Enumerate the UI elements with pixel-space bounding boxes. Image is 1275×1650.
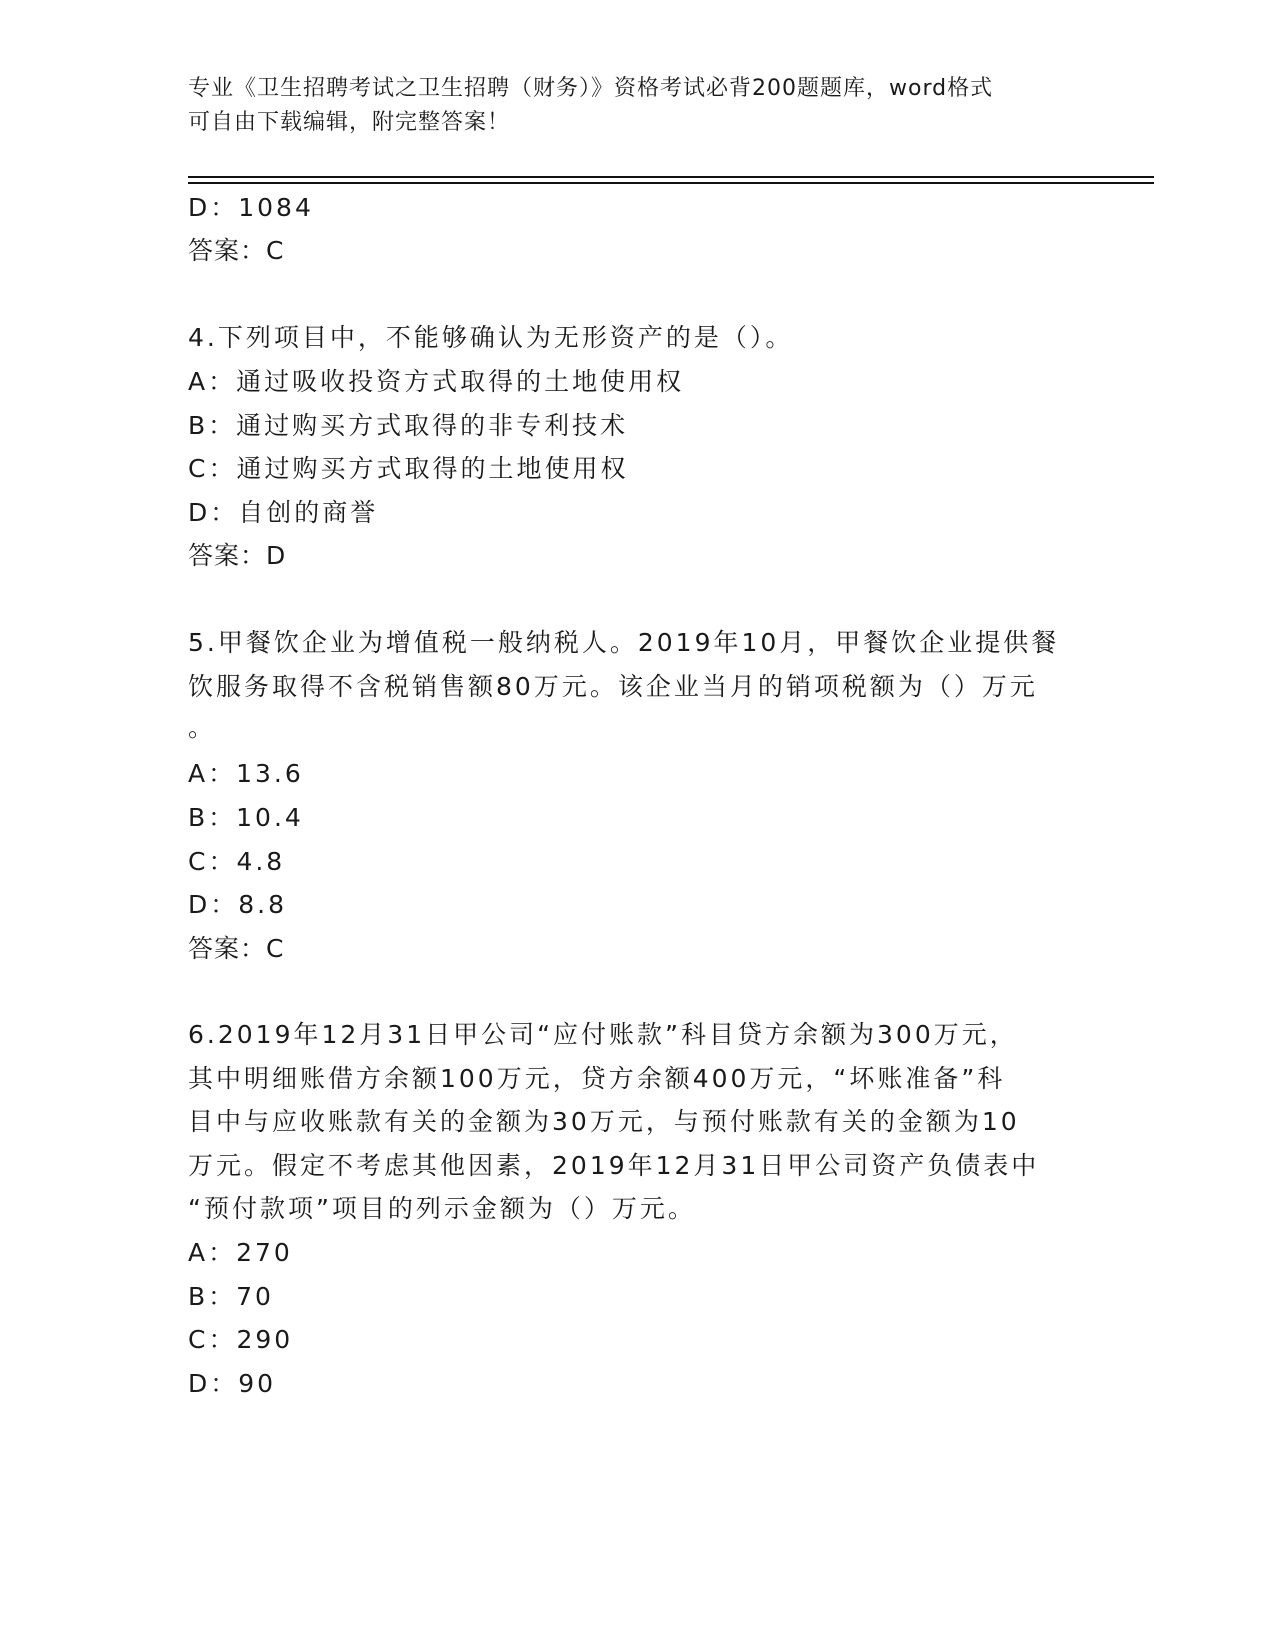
- q6-option-a: A：270: [188, 1238, 293, 1267]
- header-title-line-2: 可自由下载编辑，附完整答案！: [188, 110, 511, 135]
- prev-option-d: D：1084: [188, 193, 314, 222]
- q6-option-d: D：90: [188, 1369, 277, 1398]
- q5-question-line-1: 5.甲餐饮企业为增值税一般纳税人。2019年10月，甲餐饮企业提供餐: [188, 628, 1060, 657]
- prev-answer: 答案：C: [188, 236, 285, 265]
- q4-answer: 答案：D: [188, 541, 287, 570]
- q4-option-a: A：通过吸收投资方式取得的土地使用权: [188, 367, 685, 396]
- q4-option-d: D：自创的商誉: [188, 498, 379, 527]
- q4-question-text: 4.下列项目中，不能够确认为无形资产的是（）。: [188, 323, 794, 352]
- q4-option-c: C：通过购买方式取得的土地使用权: [188, 454, 629, 483]
- header-divider-top: [188, 176, 1154, 178]
- q6-question-line-2: 其中明细账借方余额100万元，贷方余额400万元，“坏账准备”科: [188, 1064, 1006, 1093]
- header-title-line-1: 专业《卫生招聘考试之卫生招聘（财务）》资格考试必背200题题库，word格式: [188, 76, 994, 101]
- header-divider-bottom: [188, 182, 1154, 184]
- q5-question-line-2: 饮服务取得不含税销售额80万元。该企业当月的销项税额为（）万元: [188, 672, 1038, 701]
- q4-option-b: B：通过购买方式取得的非专利技术: [188, 411, 629, 440]
- q6-question-line-5: “预付款项”项目的列示金额为（）万元。: [188, 1194, 696, 1223]
- q5-option-b: B：10.4: [188, 803, 304, 832]
- q6-option-b: B：70: [188, 1282, 274, 1311]
- q5-question-line-3: 。: [188, 713, 217, 742]
- q5-option-a: A：13.6: [188, 759, 304, 788]
- q5-answer: 答案：C: [188, 934, 285, 963]
- q6-option-c: C：290: [188, 1325, 294, 1354]
- document-header: [188, 72, 1068, 140]
- q6-question-line-1: 6.2019年12月31日甲公司“应付账款”科目贷方余额为300万元，: [188, 1020, 1018, 1049]
- q6-question-line-4: 万元。假定不考虑其他因素，2019年12月31日甲公司资产负债表中: [188, 1151, 1040, 1180]
- q6-question-line-3: 目中与应收账款有关的金额为30万元，与预付账款有关的金额为10: [188, 1107, 1020, 1136]
- q5-option-d: D：8.8: [188, 890, 288, 919]
- q5-option-c: C：4.8: [188, 847, 286, 876]
